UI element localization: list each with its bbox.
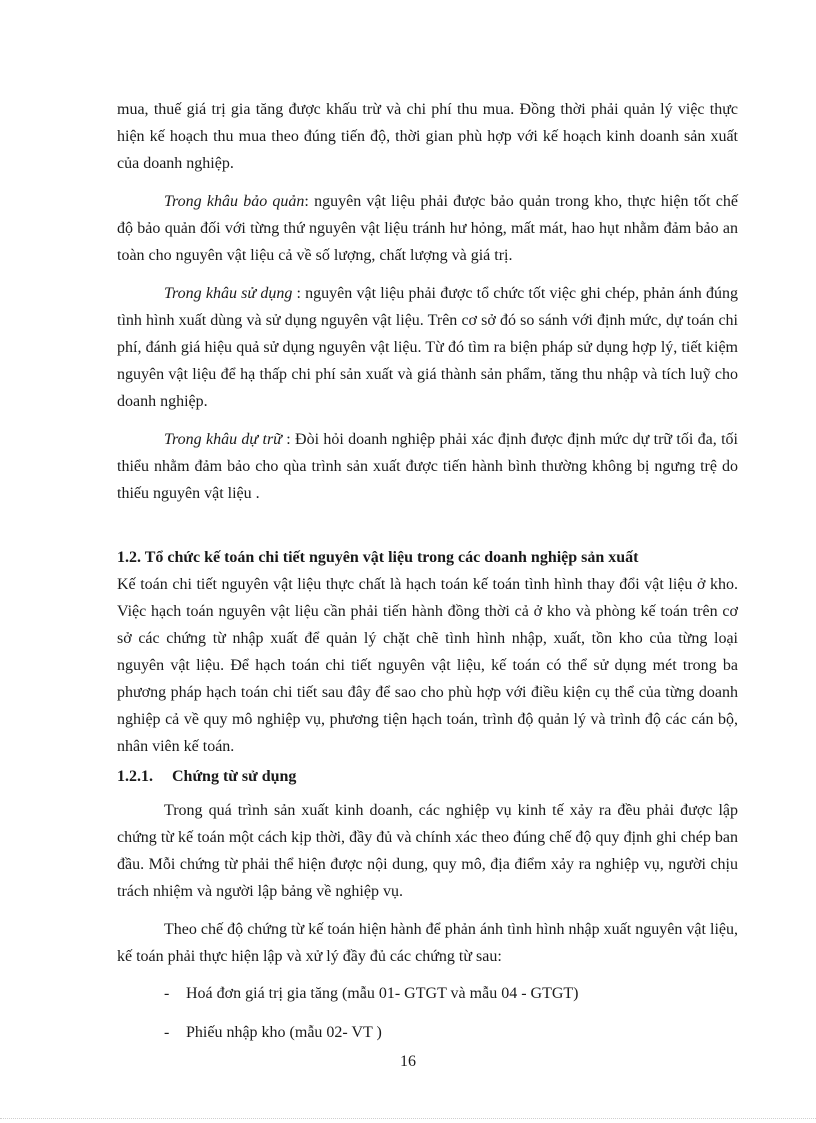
paragraph-usage-text: : nguyên vật liệu phải được tổ chức tốt việc ghi chép, phản ánh đúng tình hình xuất dùng và sử dụng nguyên vật liệu. Trên cơ sở đó so sánh với định mức, dự toán chi phí, đánh giá hiệu quả sử dụng nguyên vật liệu. Từ đó tìm ra biện pháp sử dụng hợp lý, tiết kiệm nguyên vật liệu để hạ thấp chi phí sản xuất và giá thành sản phẩm, tăng thu nhập và tích luỹ cho doanh nghiệp. bbox=[117, 285, 739, 410]
paragraph-storage-text: : nguyên vật liệu phải được bảo quản trong kho, thực hiện tốt chế độ bảo quản đối với từng thứ nguyên vật liệu tránh hư hỏng, mất mát, hao hụt nhằm đảm bảo an toàn cho nguyên vật liệu cả về số lượng, chất lượng và giá trị. bbox=[117, 193, 739, 264]
paragraph-documents-regime: Theo chế độ chứng từ kế toán hiện hành để phản ánh tình hình nhập xuất nguyên vật liệu, kế toán phải thực hiện lập và xử lý đầy đủ các chứng từ sau: bbox=[117, 921, 738, 965]
subsection-number: 1.2.1. bbox=[117, 768, 153, 785]
paragraph-detail-accounting: Kế toán chi tiết nguyên vật liệu thực chất là hạch toán kế toán tình hình thay đổi vật liệu ở kho. Việc hạch toán nguyên vật liệu cần phải tiến hành đồng thời cả ở kho và phòng kế toán trên cơ sở các chứng từ nhập xuất để quản lý chặt chẽ tình hình nhập, xuất, tồn kho của từng loại nguyên vật liệu. Để hạch toán chi tiết nguyên vật liệu, kế toán có thể sử dụng mét trong ba phương pháp hạch toán chi tiết sau đây để sao cho phù hợp với điều kiện cụ thể của từng doanh nghiệp cả về quy mô nghiệp vụ, phương tiện hạch toán, trình độ quản lý và trình độ các cán bộ, nhân viên kế toán. bbox=[117, 576, 738, 755]
list-item bbox=[117, 980, 738, 1007]
list-dash: - bbox=[164, 985, 170, 1002]
paragraph-reserve-text: : Đòi hỏi doanh nghiệp phải xác định được định mức dự trữ tối đa, tối thiểu nhằm đảm bảo cho qùa trình sản xuất được tiến hành bình thường không bị ngưng trệ do thiếu nguyên vật liệu . bbox=[117, 431, 738, 502]
list-dash: - bbox=[164, 1024, 170, 1041]
paragraph-usage-lead: Trong khâu sử dụng bbox=[164, 285, 293, 302]
list-item-text: Phiếu nhập kho (mẫu 02- VT ) bbox=[186, 1024, 382, 1041]
paragraph-documents-intro: Trong quá trình sản xuất kinh doanh, các nghiệp vụ kinh tế xảy ra đều phải được lập chứng từ kế toán một cách kịp thời, đầy đủ và chính xác theo đúng chế độ quy định ghi chép ban đầu. Mỗi chứng từ phải thể hiện được nội dung, quy mô, địa điểm xảy ra nghiệp vụ, người chịu trách nhiệm và người lập bảng về nghiệp vụ. bbox=[117, 802, 738, 900]
document-page bbox=[117, 96, 738, 1058]
paragraph-storage-lead: Trong khâu bảo quản bbox=[164, 193, 305, 210]
paragraph-reserve-lead: Trong khâu dự trữ bbox=[164, 431, 282, 448]
subsection-title: Chứng từ sử dụng bbox=[172, 768, 297, 785]
document-list bbox=[117, 980, 738, 1046]
list-item bbox=[117, 1019, 738, 1046]
paragraph-usage bbox=[117, 280, 738, 415]
subsection-heading bbox=[117, 763, 738, 790]
paragraph-storage bbox=[117, 188, 738, 269]
list-item-text: Hoá đơn giá trị gia tăng (mẫu 01- GTGT và mẫu 04 - GTGT) bbox=[186, 985, 579, 1002]
paragraph-purchasing: mua, thuế giá trị gia tăng được khấu trừ và chi phí thu mua. Đồng thời phải quản lý việc thực hiện kế hoạch thu mua theo đúng tiến độ, thời gian phù hợp với kế hoạch kinh doanh sản xuất của doanh nghiệp. bbox=[117, 101, 738, 172]
page-number: 16 bbox=[400, 1053, 416, 1070]
page-bottom-divider bbox=[0, 1118, 816, 1119]
section-heading: 1.2. Tổ chức kế toán chi tiết nguyên vật liệu trong các doanh nghiệp sản xuất bbox=[117, 549, 639, 566]
paragraph-reserve bbox=[117, 426, 738, 507]
